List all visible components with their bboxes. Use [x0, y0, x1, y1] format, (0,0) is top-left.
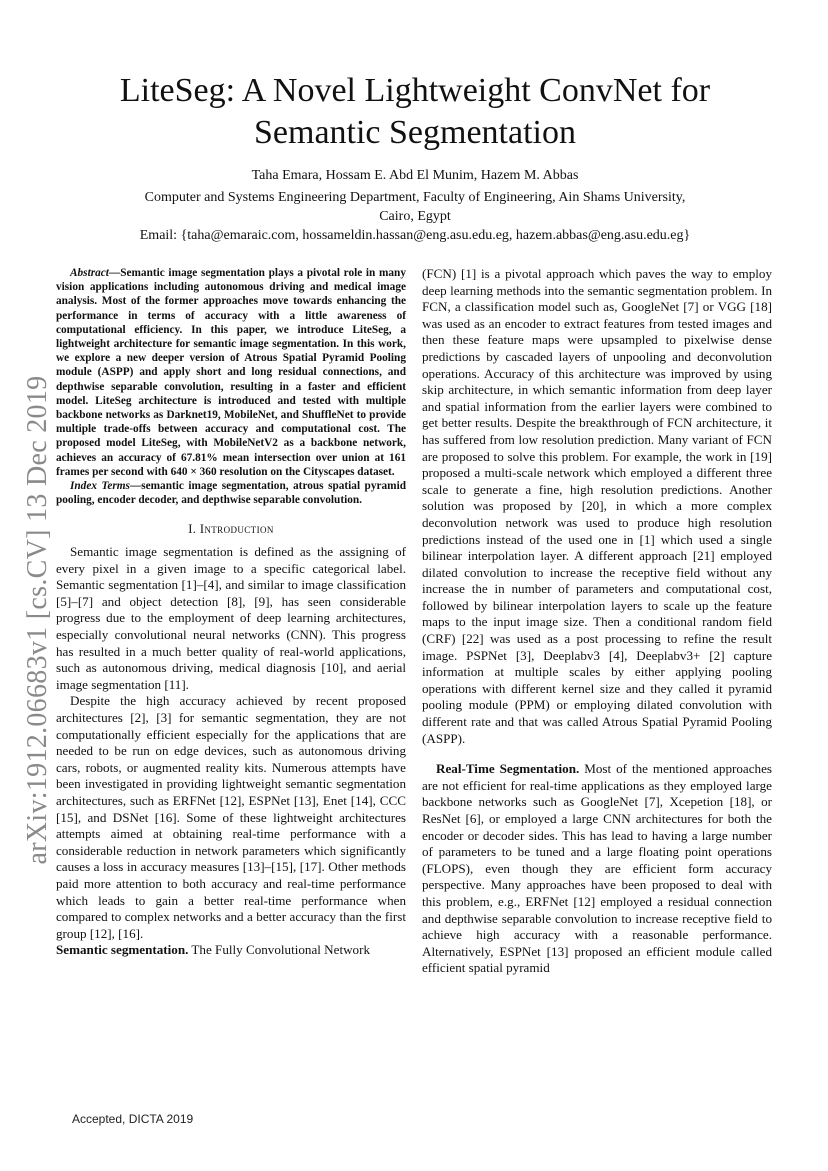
abstract	[56, 266, 406, 479]
intro-paragraph-2: Despite the high accuracy achieved by recent proposed architectures [2], [3] for semantic segmentation, they are not computationally efficient especially for the applications that are needed to be run on edge devices, such as autonomous driving cars, robots, or augmented reality kits. Numerous attempts have been investigated in providing lightweight semantic segmentation architectures, such as ERFNet [12], ESPNet [13], Enet [14], CCC [15], and DSNet [16]. Some of these lightweight architectures attempts aimed at obtaining real-time performance with a considerable reduction in network parameters which significantly causes a loss in accuracy measures [13]–[15], [17]. Other methods paid more attention to both accuracy and real-time performance which leads to gain a better real-time performance when compared to complex networks and a better accuracy than the first group [12], [16].	[56, 693, 406, 941]
semantic-segmentation-continued: (FCN) [1] is a pivotal approach which paves the way to employ deep learning methods into the semantic segmentation problem. In FCN, a classification model such as, GoogleNet [7] or VGG [18] was used as an encoder to extract features from tested images and then these feature maps were upsampled to pixelwise dense predictions by cascaded layers of unpooling and deconvolution operations. Accuracy of this architecture was improved by using skip architecture, in which semantic information from deep layer and spatial information from the earlier layers were combined to get better results. Despite the breakthrough of FCN architecture, it has suffered from low resolution prediction. Many variant of FCN are proposed to solve this problem. For example, the work in [19] proposed a multi-scale network which employed a different three scale to generate a fine, high resolution predictions. Another solution was proposed by [20], in which a more complex deconvolution network was used to produce high resolution predictions instead of the used one in [1] which used a single bilinear interpolation layer. A different approach [21] employed dilated convolution to increase the receptive field without any increase the in number of parameters and computational cost, followed by bilinear interpolation layers to scale up the feature maps to the input image size. Then a conditional random field (CRF) [22] was used as a post processing to refine the result image. PSPNet [3], Deeplabv3 [4], Deeplabv3+ [2] capture information at multiple scales by either applying pooling operations with different kernel size and they called it pyramid pooling module (PPM) or employing dilated convolution with different rate and that was called Atrous Spatial Pyramid Pooling (ASPP).	[422, 266, 772, 746]
title-line-2: Semantic Segmentation	[254, 114, 576, 151]
index-terms	[56, 479, 406, 507]
intro-paragraph-1: Semantic image segmentation is defined as the assigning of every pixel in a given image to a specific categorical label. Semantic segmentation [1]–[4], and similar to image classification [5]–[7] and object detection [8], [9], has seen considerable progress due to the employment of deep learning architectures, especially convolutional neural networks (CNN). This progress has resulted in a much better quality of real-world applications, such as autonomous driving, medical diagnosis [10], and aerial image segmentation [11].	[56, 544, 406, 692]
author-block	[60, 166, 770, 245]
index-terms-label: Index Terms	[70, 480, 130, 493]
author-names: Taha Emara, Hossam E. Abd El Munim, Hazem M. Abbas	[251, 168, 579, 183]
semantic-segmentation-paragraph	[56, 942, 406, 959]
arxiv-sidebar	[18, 360, 58, 880]
semantic-segmentation-text-start: The Fully Convolutional Network	[188, 942, 370, 958]
affiliation-line-1: Computer and Systems Engineering Department, Faculty of Engineering, Ain Shams University,	[144, 190, 686, 205]
title-line-1: LiteSeg: A Novel Lightweight ConvNet for	[119, 72, 711, 109]
index-terms-text: —semantic image segmentation, atrous spatial pyramid pooling, encoder decoder, and depthwise separable convolution.	[56, 480, 406, 507]
realtime-paragraph	[422, 761, 772, 977]
footer-note: Accepted, DICTA 2019	[72, 1112, 194, 1126]
arxiv-identifier: arXiv:1912.06683v1 [cs.CV] 13 Dec 2019	[22, 375, 53, 865]
realtime-text: Most of the mentioned approaches are not efficient for real-time applications as they employed large backbone networks such as GoogleNet [7], Xcepetion [18], or ResNet [6], or employed a large CNN architectures for both the encoder or decoder sides. This has lead to having a large number of parameters to be tuned and a large floating point operations (FLOPS), even though they are efficient form accuracy perspective. Many approaches have been proposed to deal with this problem, e.g., ERFNet [12] employed a residual connection and depthwise separable convolution to increase receptive field to achieve high accuracy with a reasonable performance. Alternatively, ESPNet [13] proposed an efficient module called efficient spatial pyramid	[422, 761, 772, 976]
semantic-segmentation-label: Semantic segmentation.	[56, 942, 189, 958]
left-column	[56, 266, 406, 959]
right-column	[422, 266, 772, 977]
section-heading-introduction: I. Introduction	[188, 522, 274, 537]
abstract-text: —Semantic image segmentation plays a pivotal role in many vision applications including autonomous driving and medical image analysis. Most of the former approaches move towards enhancing the performance in terms of accuracy with a little awareness of computational efficiency. In this paper, we introduce LiteSeg, a lightweight architecture for semantic image segmentation. In this work, we explore a new deeper version of Atrous Spatial Pyramid Pooling module (ASPP) and apply short and long residual connections, and depthwise separable convolution, resulting in a faster and efficient model. LiteSeg architecture is introduced and tested with multiple backbone networks as Darknet19, MobileNet, and ShuffleNet to provide multiple trade-offs between accuracy and computational cost. The proposed model LiteSeg, with MobileNetV2 as a backbone network, achieves an accuracy of 67.81% mean intersection over union at 161 frames per second with 640 × 360 resolution on the Cityscapes dataset.	[56, 267, 406, 478]
paper-title	[60, 70, 770, 154]
author-emails: Email: {taha@emaraic.com, hossameldin.hassan@eng.asu.edu.eg, hazem.abbas@eng.asu.edu.eg}	[139, 228, 691, 243]
abstract-label: Abstract	[70, 267, 109, 279]
realtime-label: Real-Time Segmentation.	[436, 761, 580, 777]
affiliation-line-2: Cairo, Egypt	[379, 209, 451, 224]
